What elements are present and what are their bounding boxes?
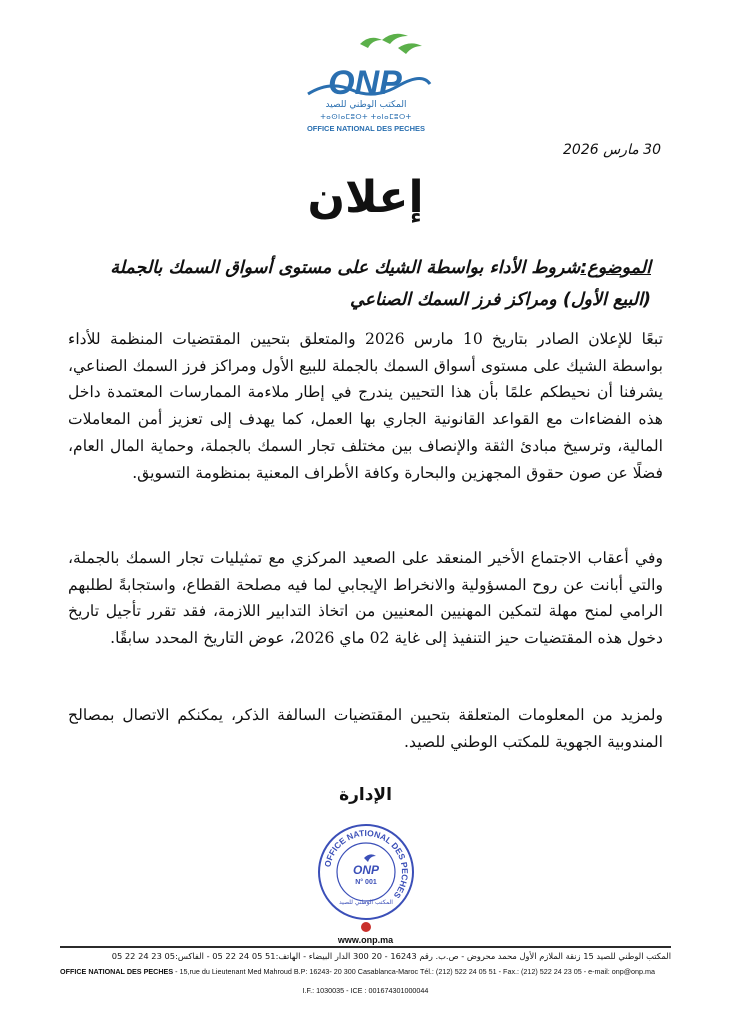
footer-tax-ids: I.F.: 1030035 - ICE : 001674301000044 bbox=[302, 986, 429, 995]
official-stamp bbox=[316, 822, 416, 922]
footer-address-arabic: المكتب الوطني للصيد 15 زنقة الملازم الأول محمد محروض - ص.ب. رقم 16243 - 20 300 الدار البيضاء - الهاتف:51 05 24 22 05 - الفاكس:05 23 24 22 05 bbox=[111, 951, 671, 961]
footer-org-name: OFFICE NATIONAL DES PECHES bbox=[60, 967, 174, 976]
subject-text: شروط الأداء بواسطة الشيك على مستوى أسواق السمك بالجملة (البيع الأول) ومراكز فرز السمك الصناعي bbox=[110, 258, 651, 310]
bird-icon bbox=[364, 854, 376, 862]
paragraph-1: تبعًا للإعلان الصادر بتاريخ 10 مارس 2026 والمتعلق بتحيين المقتضيات المنظمة للأداء بواسطة الشيك على مستوى أسواق السمك بالجملة للبيع الأول ومراكز فرز السمك الصناعي، يشرفنا أن نحيطكم علمًا بأن هذا التحيين يندرج في إطار ملاءمة الممارسات المعتمدة داخل هذه الفضاءات مع القواعد القانونية الجاري بها العمل، كما يهدف إلى تعزيز أمن المعاملات المالية، وترسيخ مبادئ الثقة والإنصاف بين مختلف تجار السمك بالجملة، وحماية المال العام، فضلًا عن صون حقوق المجهزين والبحارة وكافة الأطراف المعنية بمنظومة التسويق. bbox=[68, 330, 663, 482]
stamp-arabic-name: المكتب الوطني للصيد bbox=[339, 899, 393, 906]
logo-french-name: OFFICE NATIONAL DES PECHES bbox=[306, 124, 426, 133]
red-dot bbox=[361, 922, 371, 932]
bird-icon bbox=[382, 34, 408, 44]
footer-address-details: - 15,rue du Lieutenant Med Mahroud B.P: 16243- 20 300 Casablanca-Maroc Tél.: (212) 522 24 05 51 - Fax.: (212) 522 24 23 05 - e-mail: onp@onp.ma bbox=[173, 967, 655, 976]
stamp-ring-text: OFFICE NATIONAL DES PECHES bbox=[322, 827, 411, 901]
footer-divider bbox=[60, 946, 671, 948]
signature: الإدارة bbox=[339, 785, 392, 805]
logo-arabic-name: المكتب الوطني للصيد bbox=[325, 100, 407, 110]
footer bbox=[60, 935, 671, 995]
bird-icon bbox=[398, 43, 422, 54]
paragraph-2: وفي أعقاب الاجتماع الأخير المنعقد على الصعيد المركزي مع تمثيليات تجار السمك بالجملة، والتي أبانت عن روح المسؤولية والانخراط الإيجابي لما فيه مصلحة القطاع، واستجابةً لطلبهم الرامي لمنح مهلة لتمكين المهنيين المعنيين من اتخاذ التدابير اللازمة، فقد تقرر تأجيل تاريخ دخول هذه المقتضيات حيز التنفيذ إلى غاية 02 ماي 2026، عوض التاريخ المحدد سابقًا. bbox=[68, 549, 663, 648]
document-date: 30 مارس 2026 bbox=[563, 142, 661, 158]
footer-website: www.onp.ma bbox=[337, 935, 394, 945]
logo-tifinagh-name: ⵜⴰⵙⵏⴰⵎⵓⵔⵜ ⵜⴰⵏⴰⵎⵓⵔⵜ bbox=[320, 113, 412, 121]
subject-label: الموضوع: bbox=[580, 258, 651, 278]
page-title: إعلان bbox=[307, 172, 424, 223]
stamp-center: ONP bbox=[352, 863, 380, 877]
bird-icon bbox=[360, 38, 382, 48]
logo-mark: ONP bbox=[328, 64, 402, 102]
footer-address-french bbox=[60, 967, 671, 976]
paragraph-3: ولمزيد من المعلومات المتعلقة بتحيين المقتضيات السالفة الذكر، يمكنكم الاتصال بمصالح المندوبية الجهوية للمكتب الوطني للصيد. bbox=[68, 706, 663, 751]
stamp-number: N° 001 bbox=[355, 879, 377, 886]
subject bbox=[80, 252, 651, 316]
